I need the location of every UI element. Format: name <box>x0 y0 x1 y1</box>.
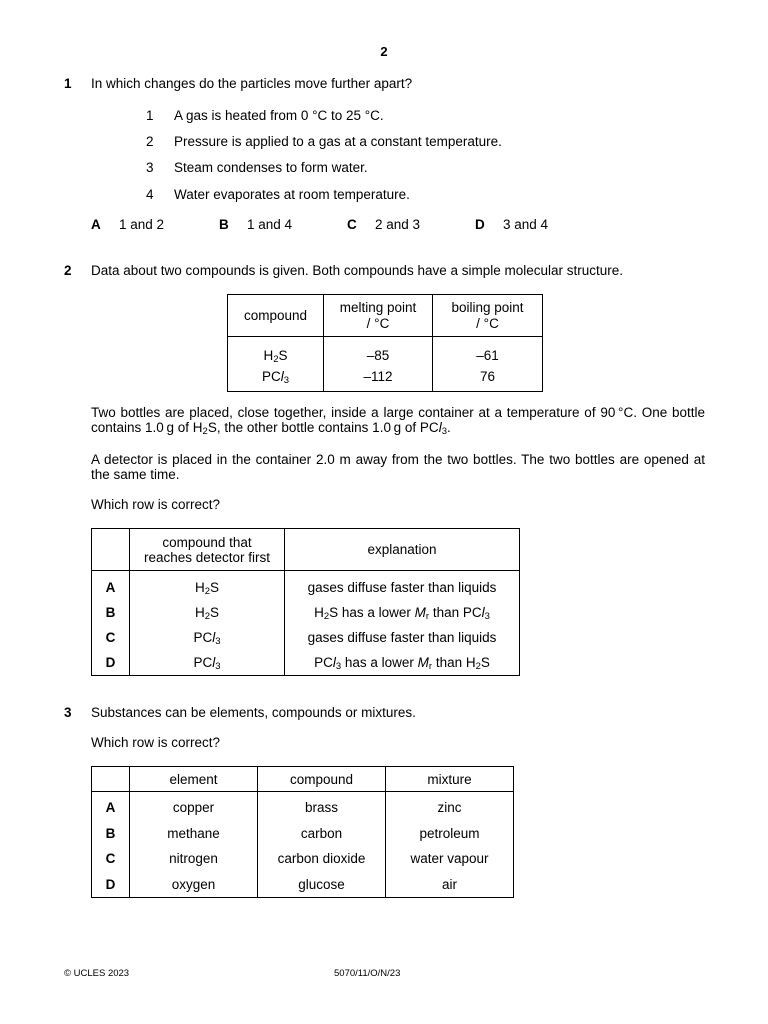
answer-row-d[interactable] <box>92 872 514 898</box>
row-letter: B <box>92 821 130 847</box>
header-explanation: explanation <box>285 529 520 571</box>
statement-number: 1 <box>146 108 154 123</box>
statement-text: Steam condenses to form water. <box>174 160 368 175</box>
question-3-number: 3 <box>64 705 72 720</box>
question-2-paragraph-1: Two bottles are placed, close together, inside a large container at a temperature of 90 °C. One bottle contains 1.0 g of $H_2S$, the other bottle contains 1.0 g of PCl$_3$. <box>91 405 705 437</box>
answer-row-a[interactable] <box>92 792 514 821</box>
compound-data-table <box>227 294 543 392</box>
answer-row-c[interactable] <box>92 846 514 872</box>
compound-cell: carbon dioxide <box>258 846 386 872</box>
element-cell: copper <box>130 792 258 821</box>
header-melting-point-unit: / °C <box>366 315 390 331</box>
header-line-2: reaches detector first <box>143 549 271 565</box>
question-3-text: Substances can be elements, compounds or mixtures. <box>91 705 416 720</box>
question-3-prompt: Which row is correct? <box>91 735 221 750</box>
footer-copyright: © UCLES 2023 <box>64 968 130 979</box>
page-number: 2 <box>380 44 388 59</box>
explanation-cell: $H_2S$ has a lower $M_r$ than PCl$_3$ <box>285 600 520 625</box>
row-letter: D <box>92 650 130 676</box>
q1-option-a[interactable] <box>91 217 164 232</box>
row-letter: B <box>92 600 130 625</box>
mixture-cell: petroleum <box>386 821 514 847</box>
compound-cell: PCl$_3$ <box>130 625 285 650</box>
footer-paper-code: 5070/11/O/N/23 <box>334 968 401 979</box>
answer-row-b[interactable] <box>92 821 514 847</box>
q1-option-d[interactable] <box>475 217 548 232</box>
melting-point-cell: –112 <box>324 369 433 392</box>
question-1-number: 1 <box>64 76 72 91</box>
statement-text: Pressure is applied to a gas at a constant temperature. <box>174 134 502 149</box>
q3-answer-table <box>91 766 514 898</box>
header-compound-first <box>130 529 285 571</box>
mixture-cell: zinc <box>386 792 514 821</box>
row-letter: D <box>92 872 130 898</box>
row-letter: C <box>92 846 130 872</box>
question-2-number: 2 <box>64 263 72 278</box>
boiling-point-cell: 76 <box>433 369 543 392</box>
explanation-cell: gases diffuse faster than liquids <box>285 625 520 650</box>
explanation-cell: gases diffuse faster than liquids <box>285 571 520 601</box>
statement-number: 4 <box>146 187 154 202</box>
header-melting-point-label: melting point <box>339 299 417 315</box>
option-letter: C <box>347 217 357 232</box>
answer-row-b[interactable] <box>92 600 520 625</box>
element-cell: nitrogen <box>130 846 258 872</box>
letter-header <box>92 529 130 571</box>
statement-number: 2 <box>146 134 154 149</box>
header-boiling-point-label: boiling point <box>451 299 524 315</box>
header-compound: compound <box>258 767 386 792</box>
compound-cell: glucose <box>258 872 386 898</box>
statement-text: Water evaporates at room temperature. <box>174 187 410 202</box>
element-cell: methane <box>130 821 258 847</box>
option-text: 2 and 3 <box>375 217 421 232</box>
row-letter: A <box>92 571 130 601</box>
header-mixture: mixture <box>386 767 514 792</box>
option-letter: D <box>475 217 485 232</box>
header-boiling-point-unit: / °C <box>476 315 499 331</box>
question-2-text: Data about two compounds is given. Both compounds have a simple molecular structure. <box>91 263 624 278</box>
statement-text: A gas is heated from 0 °C to 25 °C. <box>174 108 384 123</box>
header-compound: compound <box>228 295 324 337</box>
melting-point-cell: –85 <box>324 337 433 370</box>
question-1-text: In which changes do the particles move further apart? <box>91 76 413 91</box>
header-melting-point <box>324 295 433 337</box>
header-element: element <box>130 767 258 792</box>
statement-number: 3 <box>146 160 154 175</box>
table-row <box>228 369 543 392</box>
table-row <box>228 337 543 370</box>
compound-cell: $H_2S$ <box>228 337 324 370</box>
row-letter: A <box>92 792 130 821</box>
option-text: 1 and 4 <box>247 217 293 232</box>
answer-row-c[interactable] <box>92 625 520 650</box>
question-2-paragraph-2: A detector is placed in the container 2.0 m away from the two bottles. The two bottles are opened at the same time. <box>91 452 705 482</box>
compound-cell: $H_2S$ <box>130 600 285 625</box>
row-letter: C <box>92 625 130 650</box>
compound-cell: brass <box>258 792 386 821</box>
option-letter: B <box>219 217 229 232</box>
q1-option-c[interactable] <box>347 217 420 232</box>
boiling-point-cell: –61 <box>433 337 543 370</box>
compound-cell: carbon <box>258 821 386 847</box>
answer-row-a[interactable] <box>92 571 520 601</box>
letter-header <box>92 767 130 792</box>
compound-cell: PCl$_3$ <box>228 369 324 392</box>
q1-option-b[interactable] <box>219 217 292 232</box>
mixture-cell: water vapour <box>386 846 514 872</box>
compound-cell: $H_2S$ <box>130 571 285 601</box>
element-cell: oxygen <box>130 872 258 898</box>
header-line-1: compound that <box>162 534 252 550</box>
answer-row-d[interactable] <box>92 650 520 676</box>
q2-answer-table <box>91 528 520 676</box>
mixture-cell: air <box>386 872 514 898</box>
header-boiling-point <box>433 295 543 337</box>
compound-cell: PCl$_3$ <box>130 650 285 676</box>
question-2-prompt: Which row is correct? <box>91 497 221 512</box>
option-text: 1 and 2 <box>119 217 165 232</box>
explanation-cell: PCl$_3$ has a lower $M_r$ than $H_2S$ <box>285 650 520 676</box>
option-text: 3 and 4 <box>503 217 549 232</box>
option-letter: A <box>91 217 101 232</box>
